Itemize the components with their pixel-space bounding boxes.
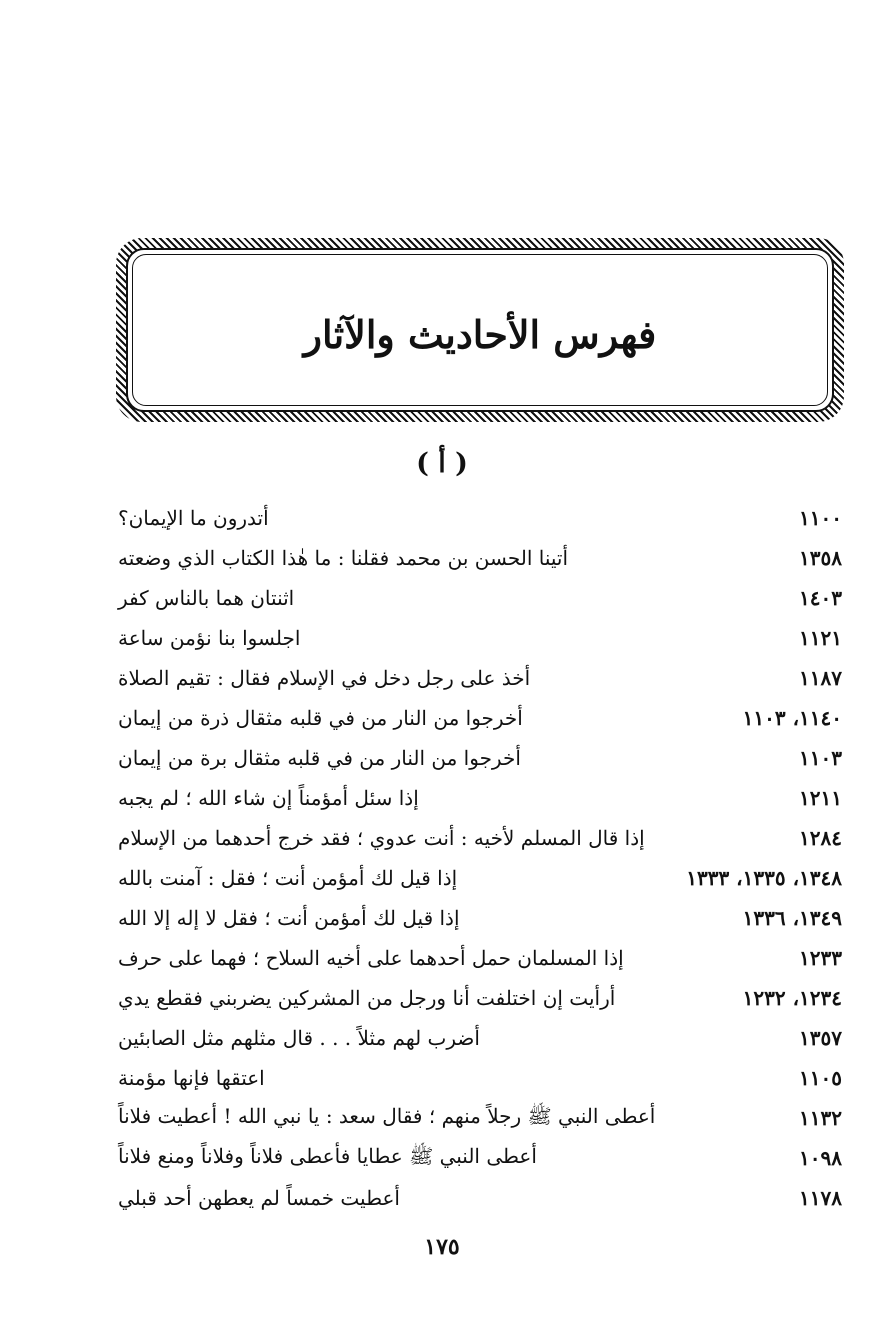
index-entry: [118, 858, 842, 898]
entry-text: أخذ على رجل دخل في الإسلام فقال : تقيم الصلاة: [118, 666, 531, 690]
entry-text: اثنتان هما بالناس كفر: [118, 586, 295, 610]
entry-ref-number: ١١٣٢: [799, 1106, 842, 1130]
page-title: فهرس الأحاديث والآثار: [303, 311, 657, 357]
entry-ref-number: ١٢٣٤، ١٢٣٢: [742, 986, 842, 1010]
index-entry: [118, 1018, 842, 1058]
entry-text: أعطيت خمساً لم يعطهن أحد قبلي: [118, 1186, 400, 1210]
entry-ref-number: ١٣٤٨، ١٣٣٥، ١٣٣٣: [686, 866, 842, 890]
index-entry: [118, 1058, 842, 1098]
entry-ref-number: ١٢٨٤: [799, 826, 842, 850]
entry-ref-number: ١٢١١: [799, 786, 842, 810]
index-entry: [118, 1178, 842, 1218]
index-entry: [118, 538, 842, 578]
section-heading: ( أ ): [416, 448, 468, 479]
index-entry: [118, 1098, 842, 1138]
index-entry: [118, 818, 842, 858]
index-entry: [118, 498, 842, 538]
entry-ref-number: ١٣٥٨: [799, 546, 842, 570]
index-entry: [118, 578, 842, 618]
entry-text: أضرب لهم مثلاً . . . قال مثلهم مثل الصابئين: [118, 1026, 480, 1050]
entry-text: أعطى النبي ﷺ رجلاً منهم ؛ فقال سعد : يا نبي الله ! أعطيت فلاناً: [118, 1103, 656, 1128]
entry-text: أرأيت إن اختلفت أنا ورجل من المشركين يضربني فقطع يدي: [118, 986, 616, 1010]
index-entry: [118, 978, 842, 1018]
entry-text: إذا قيل لك أمؤمن أنت ؛ فقل لا إله إلا الله: [118, 906, 460, 930]
entry-ref-number: ١١٢١: [799, 626, 842, 650]
index-entry: [118, 738, 842, 778]
entry-text: اعتقها فإنها مؤمنة: [118, 1066, 265, 1090]
entry-ref-number: ١١٤٠، ١١٠٣: [742, 706, 842, 730]
entry-text: إذا قال المسلم لأخيه : أنت عدوي ؛ فقد خرج أحدهما من الإسلام: [118, 826, 645, 850]
title-box: [132, 254, 828, 406]
entry-text: أتدرون ما الإيمان؟: [118, 506, 269, 530]
entry-text: أتينا الحسن بن محمد فقلنا : ما هٰذا الكتاب الذي وضعته: [118, 546, 569, 570]
index-entry: [118, 938, 842, 978]
entry-ref-number: ١٣٥٧: [799, 1026, 842, 1050]
entry-ref-number: ١٢٣٣: [799, 946, 842, 970]
entry-text: إذا المسلمان حمل أحدهما على أخيه السلاح ؛ فهما على حرف: [118, 946, 624, 970]
entry-ref-number: ١٠٩٨: [799, 1146, 842, 1170]
title-frame: [116, 238, 844, 422]
entry-ref-number: ١١٧٨: [799, 1186, 842, 1210]
index-entry: [118, 778, 842, 818]
entry-text: اجلسوا بنا نؤمن ساعة: [118, 626, 301, 650]
index-entry: [118, 658, 842, 698]
entry-text: إذا قيل لك أمؤمن أنت ؛ فقل : آمنت بالله: [118, 866, 458, 890]
entry-text: أخرجوا من النار من في قلبه مثقال برة من إيمان: [118, 746, 521, 770]
index-list: [118, 498, 842, 1218]
entry-ref-number: ١١٨٧: [799, 666, 842, 690]
index-entry: [118, 618, 842, 658]
entry-ref-number: ١١٠٣: [799, 746, 842, 770]
entry-text: أعطى النبي ﷺ عطايا فأعطى فلاناً وفلاناً ومنع فلاناً: [118, 1143, 537, 1168]
entry-ref-number: ١٤٠٣: [799, 586, 842, 610]
title-frame-inner: [126, 248, 834, 412]
index-entry: [118, 1138, 842, 1178]
entry-ref-number: ١٣٤٩، ١٣٣٦: [742, 906, 842, 930]
entry-text: إذا سئل أمؤمناً إن شاء الله ؛ لم يجبه: [118, 786, 419, 810]
entry-ref-number: ١١٠٥: [799, 1066, 842, 1090]
entry-ref-number: ١١٠٠: [799, 506, 842, 530]
index-entry: [118, 898, 842, 938]
index-entry: [118, 698, 842, 738]
page-number: ١٧٥: [424, 1234, 460, 1260]
entry-text: أخرجوا من النار من في قلبه مثقال ذرة من إيمان: [118, 706, 523, 730]
